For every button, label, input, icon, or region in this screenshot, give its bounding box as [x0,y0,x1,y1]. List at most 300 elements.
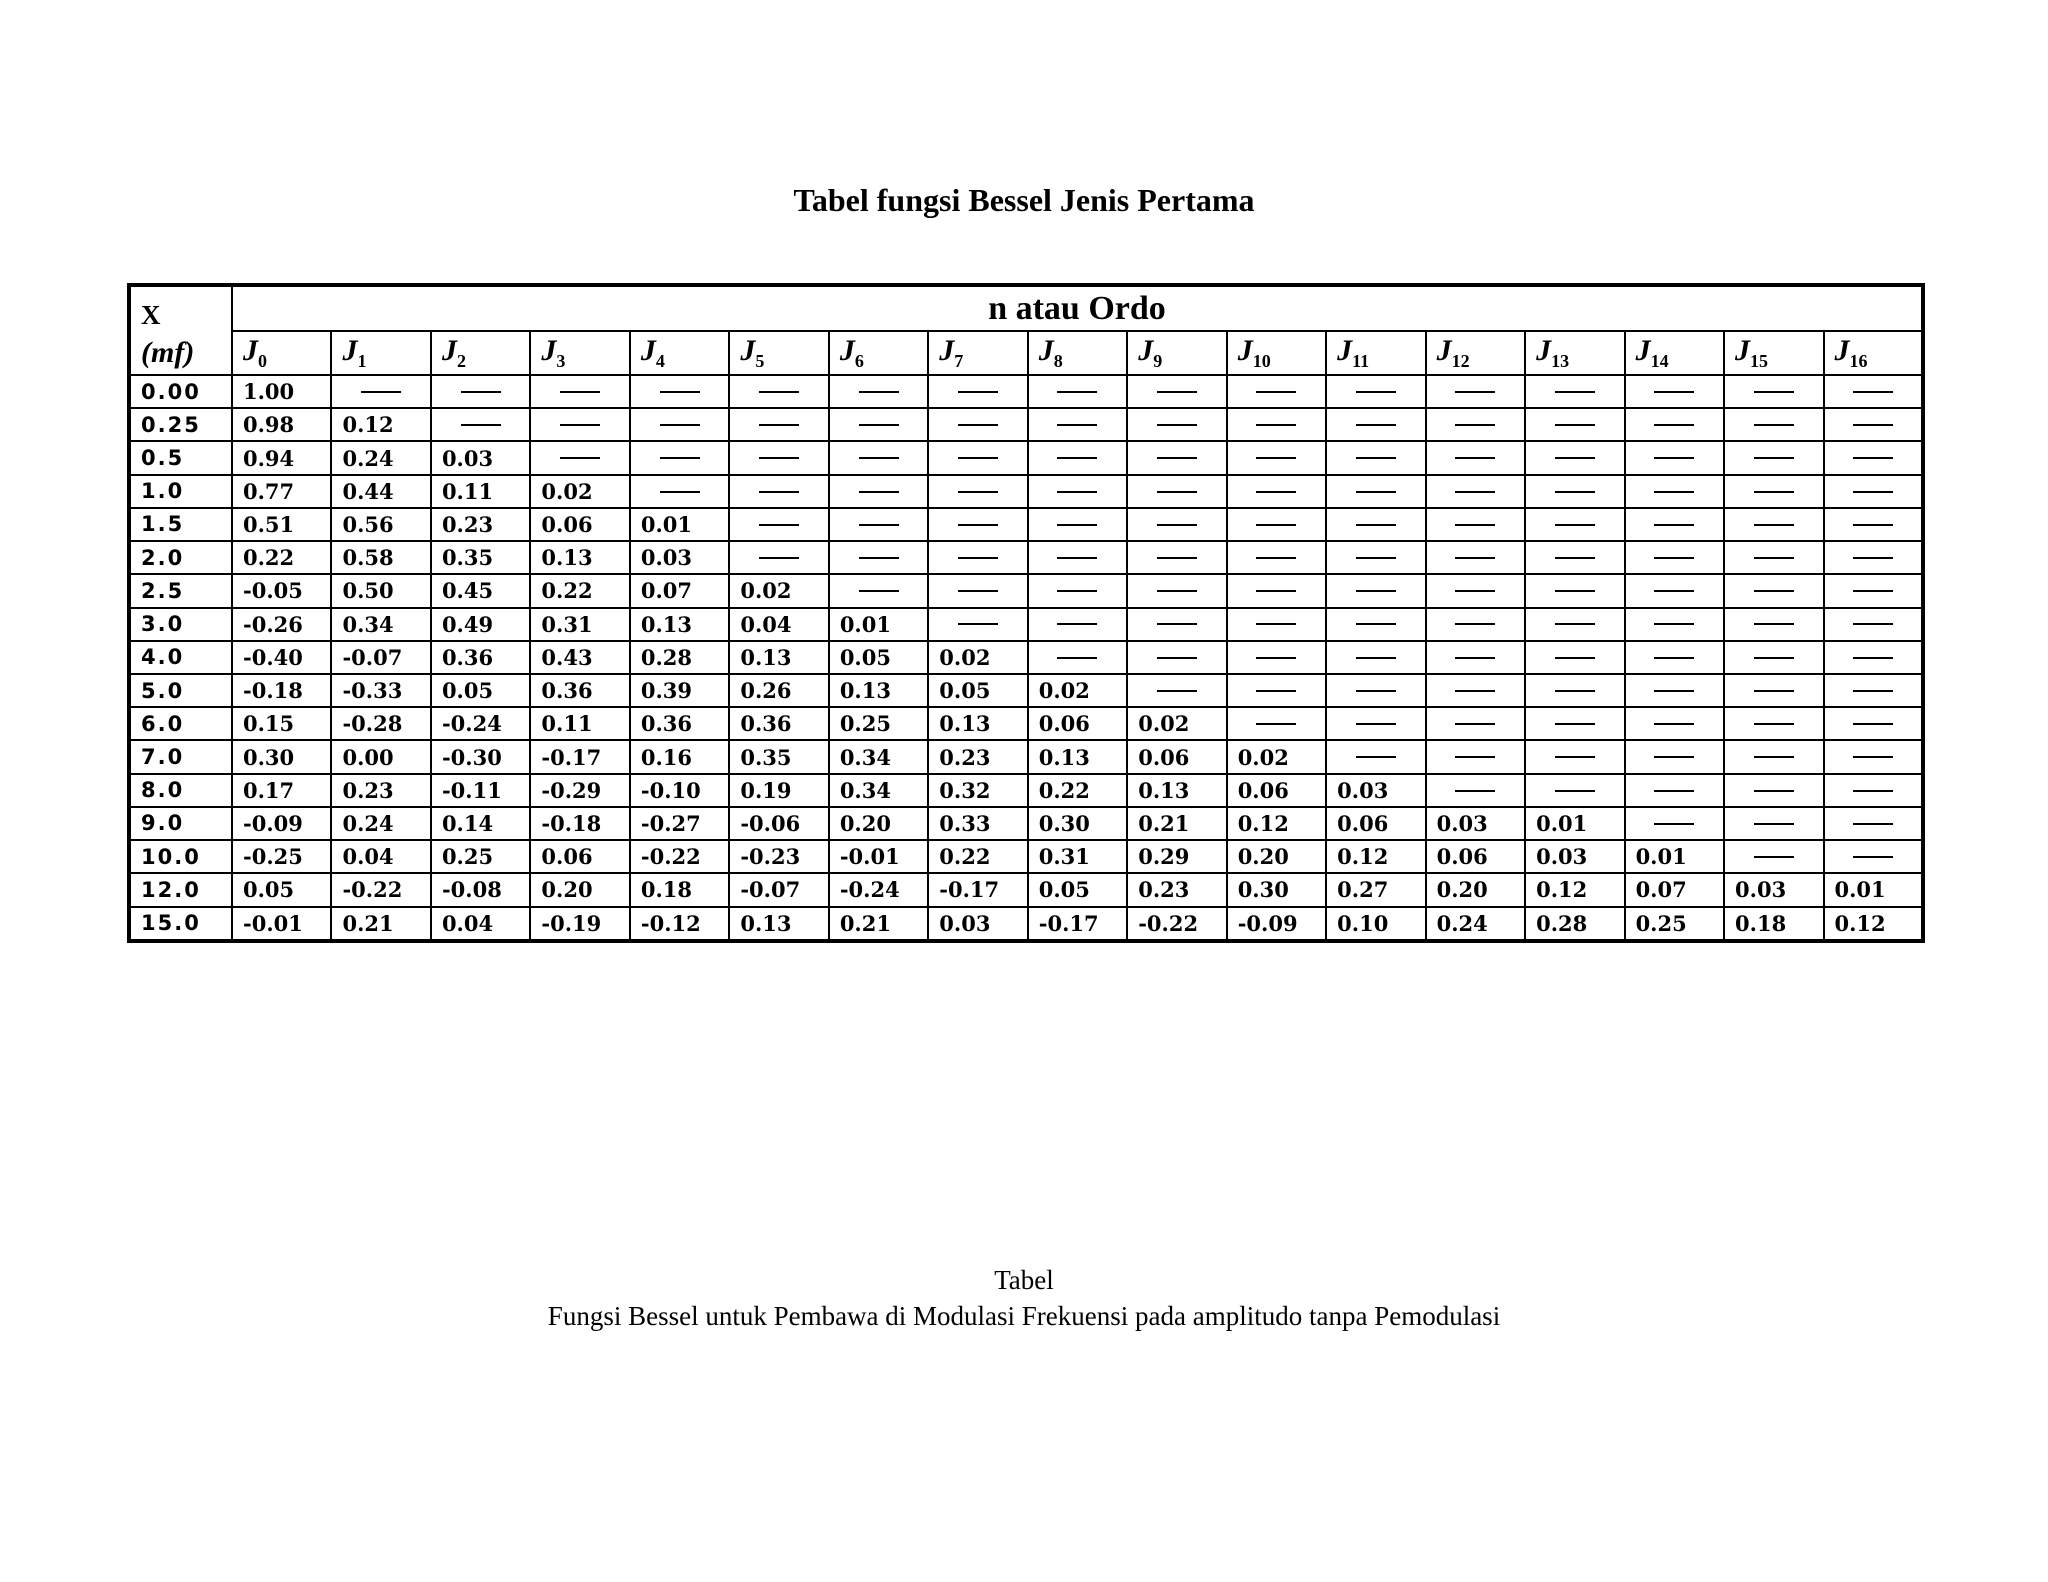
bessel-value-cell: 0.01 [1525,807,1624,840]
bessel-value-cell: 0.12 [1326,840,1425,873]
bessel-value-cell: -0.24 [431,707,530,740]
dash-mark [1853,590,1893,592]
dash-mark [859,557,899,559]
column-header-j9 [1127,331,1226,375]
bessel-value-cell: 0.12 [1227,807,1326,840]
dash-mark [1256,457,1296,459]
dash-mark [859,424,899,426]
table-row [129,574,1923,607]
empty-dash-cell [1824,608,1924,641]
dash-mark [1555,424,1595,426]
dash-mark [1654,457,1694,459]
empty-dash-cell [1326,475,1425,508]
empty-dash-cell [1426,641,1525,674]
empty-dash-cell [1525,574,1624,607]
dash-mark [1853,491,1893,493]
column-header-j4 [630,331,729,375]
empty-dash-cell [1227,441,1326,474]
bessel-value-cell: 0.13 [1028,740,1127,773]
bessel-value-cell: 0.04 [331,840,430,873]
empty-dash-cell [1525,475,1624,508]
x-value-cell: 8.0 [129,774,232,807]
empty-dash-cell [1127,375,1226,408]
dash-mark [1555,491,1595,493]
bessel-value-cell: 0.94 [232,441,331,474]
dash-mark [958,424,998,426]
empty-dash-cell [1326,541,1425,574]
bessel-value-cell: 0.36 [530,674,629,707]
dash-mark [1754,557,1794,559]
bessel-value-cell: 0.04 [729,608,828,641]
bessel-value-cell: 0.13 [630,608,729,641]
bessel-value-cell: 0.02 [1227,740,1326,773]
dash-mark [1853,524,1893,526]
bessel-value-cell: 0.02 [928,641,1027,674]
dash-mark [1356,723,1396,725]
dash-mark [1356,424,1396,426]
column-header-order: 12 [1451,351,1470,371]
empty-dash-cell [1824,740,1924,773]
dash-mark [1853,790,1893,792]
empty-dash-cell [1028,408,1127,441]
column-header-j15 [1724,331,1823,375]
dash-mark [660,491,700,493]
dash-mark [1455,690,1495,692]
empty-dash-cell [1525,441,1624,474]
dash-mark [1455,723,1495,725]
empty-dash-cell [1625,441,1724,474]
column-header-order: 15 [1750,351,1769,371]
empty-dash-cell [1625,774,1724,807]
empty-dash-cell [1426,441,1525,474]
column-header-order: 8 [1053,351,1063,371]
column-header-order: 4 [655,351,665,371]
empty-dash-cell [1127,541,1226,574]
empty-dash-cell [1625,408,1724,441]
dash-mark [1754,723,1794,725]
dash-mark [1455,491,1495,493]
empty-dash-cell [1525,508,1624,541]
bessel-value-cell: 0.02 [530,475,629,508]
dash-mark [1754,756,1794,758]
bessel-value-cell: -0.24 [829,873,928,906]
dash-mark [1356,557,1396,559]
bessel-value-cell: 0.06 [530,840,629,873]
bessel-value-cell: -0.25 [232,840,331,873]
dash-mark [1754,623,1794,625]
dash-mark [759,457,799,459]
empty-dash-cell [1824,840,1924,873]
empty-dash-cell [1625,608,1724,641]
bessel-value-cell: 0.20 [1227,840,1326,873]
empty-dash-cell [829,408,928,441]
empty-dash-cell [1525,740,1624,773]
dash-mark [1654,623,1694,625]
dash-mark [1654,823,1694,825]
bessel-value-cell: 0.11 [530,707,629,740]
dash-mark [1455,424,1495,426]
dash-mark [1853,823,1893,825]
column-header-order: 13 [1551,351,1570,371]
empty-dash-cell [1028,641,1127,674]
empty-dash-cell [1824,441,1924,474]
bessel-value-cell: 0.20 [1426,873,1525,906]
bessel-value-cell: 0.44 [331,475,430,508]
dash-mark [1853,424,1893,426]
bessel-value-cell: 0.28 [630,641,729,674]
bessel-value-cell: 0.30 [1227,873,1326,906]
empty-dash-cell [1525,674,1624,707]
empty-dash-cell [1127,475,1226,508]
dash-mark [1754,524,1794,526]
column-header-j8 [1028,331,1127,375]
table-row [129,541,1923,574]
table-row [129,475,1923,508]
bessel-value-cell: 0.00 [331,740,430,773]
column-header-j13 [1525,331,1624,375]
dash-mark [759,391,799,393]
bessel-value-cell: 0.02 [1127,707,1226,740]
dash-mark [759,491,799,493]
bessel-value-cell: -0.29 [530,774,629,807]
bessel-value-cell: 0.04 [431,907,530,942]
dash-mark [1057,557,1097,559]
bessel-value-cell: 0.35 [431,541,530,574]
bessel-value-cell: 0.01 [829,608,928,641]
bessel-value-cell: 0.22 [232,541,331,574]
column-header-order: 14 [1650,351,1669,371]
dash-mark [1754,391,1794,393]
dash-mark [1157,491,1197,493]
dash-mark [1256,524,1296,526]
x-value-cell: 5.0 [129,674,232,707]
bessel-value-cell: 0.30 [232,740,331,773]
bessel-value-cell: 0.34 [829,774,928,807]
dash-mark [1455,457,1495,459]
table-row [129,508,1923,541]
dash-mark [1057,524,1097,526]
header-x: X [129,285,232,331]
column-header-symbol: J [1337,334,1353,367]
empty-dash-cell [1426,408,1525,441]
dash-mark [1356,756,1396,758]
empty-dash-cell [1227,608,1326,641]
x-value-cell: 4.0 [129,641,232,674]
bessel-value-cell: -0.22 [331,873,430,906]
dash-mark [1654,723,1694,725]
empty-dash-cell [928,574,1027,607]
bessel-value-cell: -0.18 [232,674,331,707]
empty-dash-cell [928,441,1027,474]
dash-mark [859,590,899,592]
column-header-symbol: J [1735,334,1751,367]
bessel-value-cell: -0.06 [729,807,828,840]
dash-mark [1853,623,1893,625]
column-header-symbol: J [1834,334,1850,367]
bessel-value-cell: -0.01 [232,907,331,942]
empty-dash-cell [1326,508,1425,541]
column-header-symbol: J [342,334,358,367]
bessel-value-cell: -0.27 [630,807,729,840]
table-row [129,674,1923,707]
empty-dash-cell [630,475,729,508]
bessel-value-cell: 0.06 [1227,774,1326,807]
dash-mark [1754,690,1794,692]
empty-dash-cell [1824,774,1924,807]
dash-mark [1356,690,1396,692]
table-row [129,774,1923,807]
dash-mark [1256,590,1296,592]
dash-mark [1555,557,1595,559]
empty-dash-cell [1824,475,1924,508]
x-value-cell: 6.0 [129,707,232,740]
bessel-value-cell: 0.21 [331,907,430,942]
empty-dash-cell [1426,508,1525,541]
empty-dash-cell [1028,541,1127,574]
bessel-value-cell: 0.22 [530,574,629,607]
empty-dash-cell [530,408,629,441]
dash-mark [958,524,998,526]
empty-dash-cell [1724,441,1823,474]
bessel-value-cell: -0.09 [1227,907,1326,942]
dash-mark [1356,623,1396,625]
x-value-cell: 1.0 [129,475,232,508]
dash-mark [1157,424,1197,426]
dash-mark [1654,790,1694,792]
empty-dash-cell [1724,840,1823,873]
page-title: Tabel fungsi Bessel Jenis Pertama [793,182,1255,218]
empty-dash-cell [1028,508,1127,541]
column-header-j14 [1625,331,1724,375]
dash-mark [1157,657,1197,659]
bessel-value-cell: 0.26 [729,674,828,707]
bessel-value-cell: 0.31 [1028,840,1127,873]
dash-mark [958,623,998,625]
header-order-group: n atau Ordo [232,285,1923,331]
table-row [129,408,1923,441]
header-row-group [129,285,1923,331]
dash-mark [1356,657,1396,659]
bessel-value-cell: 0.22 [1028,774,1127,807]
bessel-value-cell: 0.34 [829,740,928,773]
bessel-value-cell: 0.25 [829,707,928,740]
empty-dash-cell [1227,408,1326,441]
table-body [129,375,1923,941]
bessel-value-cell: 0.23 [331,774,430,807]
bessel-value-cell: 0.45 [431,574,530,607]
bessel-value-cell: 0.49 [431,608,530,641]
empty-dash-cell [1525,608,1624,641]
bessel-value-cell: 0.31 [530,608,629,641]
empty-dash-cell [1028,574,1127,607]
bessel-value-cell: 0.05 [232,873,331,906]
empty-dash-cell [1525,707,1624,740]
dash-mark [1555,391,1595,393]
x-value-cell: 10.0 [129,840,232,873]
x-value-cell: 2.0 [129,541,232,574]
bessel-value-cell: 0.23 [928,740,1027,773]
dash-mark [1654,557,1694,559]
dash-mark [958,391,998,393]
column-header-order: 16 [1849,351,1868,371]
empty-dash-cell [928,375,1027,408]
column-header-j5 [729,331,828,375]
empty-dash-cell [1724,641,1823,674]
empty-dash-cell [1724,408,1823,441]
empty-dash-cell [1426,740,1525,773]
dash-mark [1157,557,1197,559]
empty-dash-cell [1326,740,1425,773]
dash-mark [1853,657,1893,659]
bessel-value-cell: 0.24 [331,807,430,840]
dash-mark [1356,524,1396,526]
column-header-order: 7 [954,351,964,371]
dash-mark [958,457,998,459]
column-header-order: 10 [1252,351,1271,371]
empty-dash-cell [928,508,1027,541]
dash-mark [1455,391,1495,393]
table-row [129,441,1923,474]
empty-dash-cell [1227,574,1326,607]
dash-mark [1057,623,1097,625]
column-header-symbol: J [1436,334,1452,367]
dash-mark [1654,690,1694,692]
empty-dash-cell [1724,807,1823,840]
empty-dash-cell [1824,375,1924,408]
empty-dash-cell [1525,375,1624,408]
bessel-value-cell: 0.13 [729,907,828,942]
column-header-order: 1 [357,351,367,371]
dash-mark [1256,723,1296,725]
dash-mark [859,524,899,526]
empty-dash-cell [829,541,928,574]
dash-mark [1256,657,1296,659]
bessel-value-cell: 0.12 [1824,907,1924,942]
empty-dash-cell [1426,574,1525,607]
empty-dash-cell [1724,740,1823,773]
dash-mark [1654,756,1694,758]
dash-mark [1555,756,1595,758]
empty-dash-cell [1625,541,1724,574]
bessel-value-cell: 0.27 [1326,873,1425,906]
table-row [129,641,1923,674]
dash-mark [759,424,799,426]
empty-dash-cell [1724,707,1823,740]
column-header-j6 [829,331,928,375]
dash-mark [1853,457,1893,459]
dash-mark [660,457,700,459]
caption-label: Tabel [994,1265,1054,1295]
dash-mark [1256,391,1296,393]
bessel-value-cell: 0.51 [232,508,331,541]
bessel-value-cell: -0.10 [630,774,729,807]
dash-mark [1853,756,1893,758]
empty-dash-cell [1127,674,1226,707]
empty-dash-cell [1724,475,1823,508]
dash-mark [958,491,998,493]
dash-mark [1654,524,1694,526]
empty-dash-cell [1227,475,1326,508]
column-header-symbol: J [839,334,855,367]
empty-dash-cell [928,541,1027,574]
dash-mark [660,391,700,393]
x-value-cell: 3.0 [129,608,232,641]
bessel-value-cell: 0.06 [530,508,629,541]
dash-mark [1057,391,1097,393]
bessel-value-cell: 0.36 [630,707,729,740]
empty-dash-cell [1724,541,1823,574]
bessel-value-cell: 0.13 [530,541,629,574]
header-row-columns [129,331,1923,375]
empty-dash-cell [1127,408,1226,441]
dash-mark [1455,790,1495,792]
column-header-order: 6 [854,351,864,371]
column-header-symbol: J [441,334,457,367]
bessel-value-cell: 0.25 [1625,907,1724,942]
x-value-cell: 7.0 [129,740,232,773]
empty-dash-cell [1326,375,1425,408]
bessel-value-cell: 0.39 [630,674,729,707]
empty-dash-cell [1028,608,1127,641]
bessel-value-cell: -0.40 [232,641,331,674]
dash-mark [1057,657,1097,659]
empty-dash-cell [630,441,729,474]
dash-mark [1754,856,1794,858]
empty-dash-cell [1625,641,1724,674]
column-header-j16 [1824,331,1924,375]
bessel-value-cell: 0.17 [232,774,331,807]
empty-dash-cell [729,475,828,508]
bessel-value-cell: 0.10 [1326,907,1425,942]
bessel-value-cell: 0.05 [431,674,530,707]
empty-dash-cell [1625,707,1724,740]
dash-mark [1555,657,1595,659]
empty-dash-cell [1127,608,1226,641]
dash-mark [1356,391,1396,393]
empty-dash-cell [829,375,928,408]
x-value-cell: 15.0 [129,907,232,942]
bessel-value-cell: -0.17 [530,740,629,773]
column-header-j7 [928,331,1027,375]
dash-mark [1853,391,1893,393]
bessel-value-cell: 0.03 [1326,774,1425,807]
x-value-cell: 1.5 [129,508,232,541]
bessel-value-cell: 0.06 [1326,807,1425,840]
column-header-symbol: J [939,334,955,367]
bessel-value-cell: 0.22 [928,840,1027,873]
empty-dash-cell [431,375,530,408]
dash-mark [1853,557,1893,559]
bessel-value-cell: -0.01 [829,840,928,873]
bessel-value-cell: 0.02 [729,574,828,607]
bessel-value-cell: 0.03 [1724,873,1823,906]
bessel-value-cell: 0.36 [431,641,530,674]
column-header-symbol: J [1237,334,1253,367]
dash-mark [1256,491,1296,493]
empty-dash-cell [1724,774,1823,807]
empty-dash-cell [1824,541,1924,574]
empty-dash-cell [1724,574,1823,607]
empty-dash-cell [1127,508,1226,541]
empty-dash-cell [1028,475,1127,508]
dash-mark [560,391,600,393]
table-row [129,608,1923,641]
empty-dash-cell [630,408,729,441]
dash-mark [1555,790,1595,792]
column-header-symbol: J [640,334,656,367]
bessel-value-cell: -0.08 [431,873,530,906]
empty-dash-cell [1227,541,1326,574]
